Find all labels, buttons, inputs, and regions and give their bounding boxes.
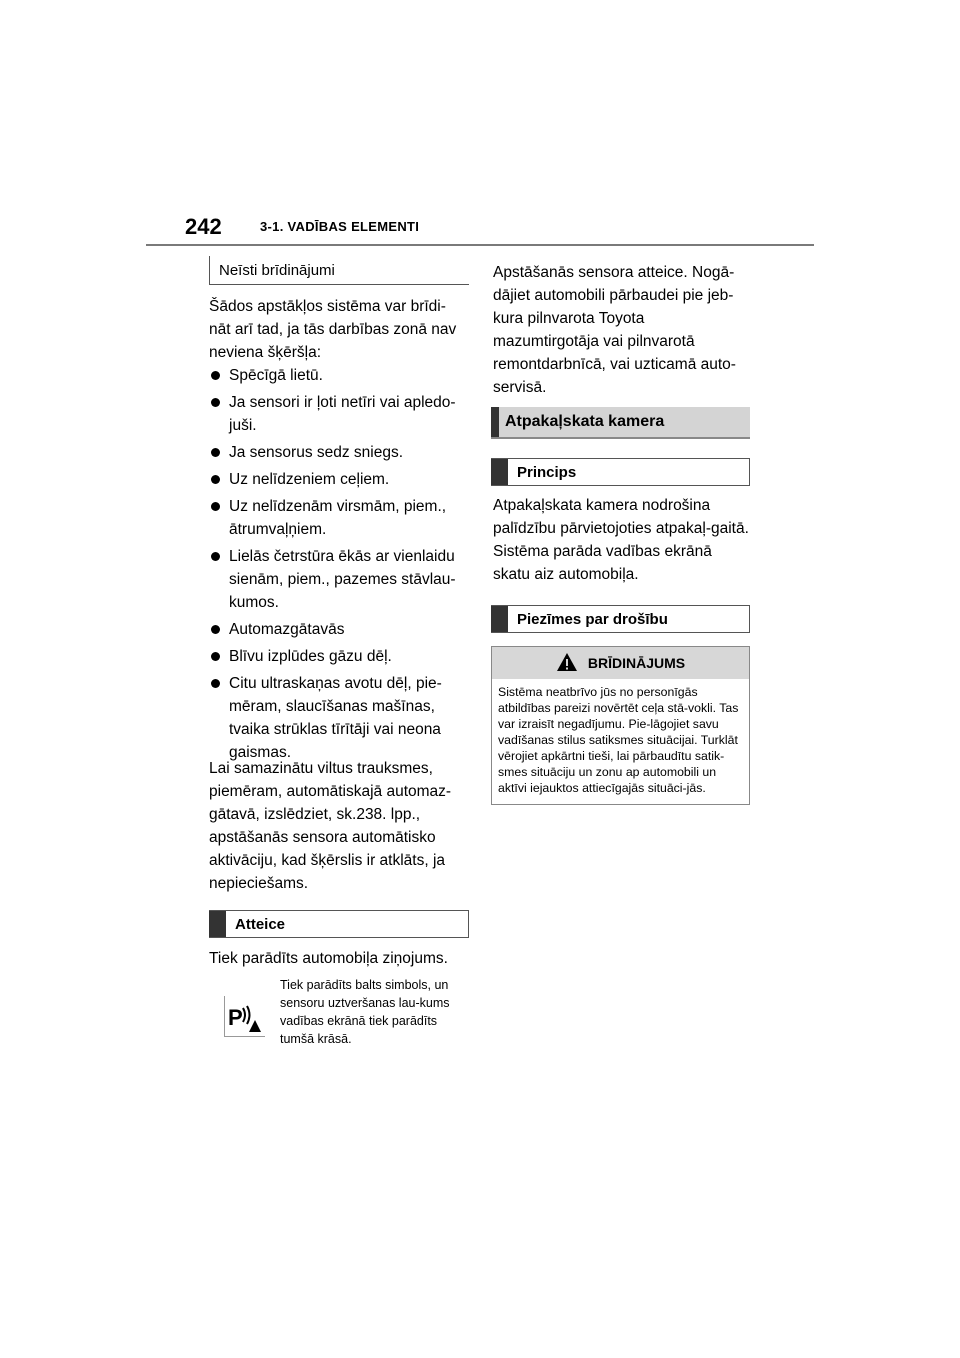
svg-text:P: P — [228, 1005, 243, 1030]
list-item: Uz nelīdzenām virsmām, piem., ātrumvaļņiem. — [211, 495, 469, 541]
warning-text: Sistēma neatbrīvo jūs no personīgās atbildības pareizi novērtēt ceļa stā-vokli. Tas var izraisīt negadījumu. Pie-lāgojiet savu vadīšanas stilus satiksmes situācijai. Turklāt vērojiet apkārtni tieši, lai pārbaudītu satik-smes situāciju un zonu ap automobili un aktīvi iejauktos attiecīgajās situāci-jās. — [498, 685, 739, 795]
heading-bar — [209, 911, 226, 937]
heading-bar — [491, 459, 508, 485]
response-heading — [209, 910, 469, 938]
icon-caption: Tiek parādīts balts simbols, un sensoru uztveršanas lau-kums vadības ekrānā tiek parādīts tumšā krāsā. — [280, 978, 450, 1046]
list-item: Uz nelīdzeniem ceļiem. — [211, 468, 469, 491]
warning-header — [492, 647, 749, 679]
false-warnings-list — [211, 364, 469, 768]
header-rule — [146, 244, 814, 246]
list-item: Ja sensorus sedz sniegs. — [211, 441, 469, 464]
principle-heading — [491, 458, 750, 486]
false-warnings-heading: Neīsti brīdinājumi — [209, 256, 469, 285]
heading-bar — [491, 407, 499, 437]
principle-text: Atpakaļskata kamera nodrošina palīdzību pārvietojoties atpakaļ-gaitā. Sistēma parāda vadības ekrānā skatu aiz automobiļa. — [493, 497, 749, 583]
list-item: Automazgātavās — [211, 618, 469, 641]
response-heading-label: Atteice — [235, 915, 286, 933]
page-number: 242 — [185, 214, 222, 239]
response-text: Tiek parādīts automobiļa ziņojums. — [209, 950, 448, 967]
warning-title: BRĪDINĀJUMS — [587, 655, 686, 671]
safety-heading — [491, 605, 750, 633]
list-item: Lielās četrstūra ēkās ar vienlaidu sienām, piem., pazemes stāvlau-kumos. — [211, 545, 469, 614]
safety-heading-label: Piezīmes par drošību — [517, 610, 668, 628]
warning-triangle-icon — [556, 652, 578, 675]
camera-heading — [491, 407, 750, 439]
camera-heading-label: Atpakaļskata kamera — [505, 413, 665, 430]
section-title: 3-1. VADĪBAS ELEMENTI — [260, 219, 420, 234]
reduce-false-alarms-text: Lai samazinātu viltus trauksmes, piemēram, automātiskajā automaz-gātavā, izslēdziet, sk.238. lpp., apstāšanās sensora automātisko aktivāciju, kad šķērslis ir atklāts, ja nepieciešams. — [209, 760, 452, 892]
list-item: Citu ultraskaņas avotu dēļ, pie-mēram, slaucīšanas mašīnas, tvaika strūklas tīrītāji vai neona gaismas. — [211, 672, 469, 764]
false-warnings-intro: Šādos apstākļos sistēma var brīdi-nāt arī tad, ja tās darbības zonā nav neviena šķēršļa: — [209, 298, 457, 361]
principle-heading-label: Princips — [517, 463, 577, 481]
list-item: Spēcīgā lietū. — [211, 364, 469, 387]
list-item: Ja sensori ir ļoti netīri vai apledo-juši. — [211, 391, 469, 437]
warning-box — [491, 646, 750, 805]
heading-bar — [491, 606, 508, 632]
list-item: Blīvu izplūdes gāzu dēļ. — [211, 645, 469, 668]
park-sensor-icon — [224, 996, 265, 1037]
sensor-failure-text: Apstāšanās sensora atteice. Nogā-dājiet automobili pārbaudei pie jeb-kura pilnvarota Toyota mazumtirgotāja vai pilnvarotā remontdarbnīcā, vai uzticamā auto-servisā. — [493, 264, 736, 396]
